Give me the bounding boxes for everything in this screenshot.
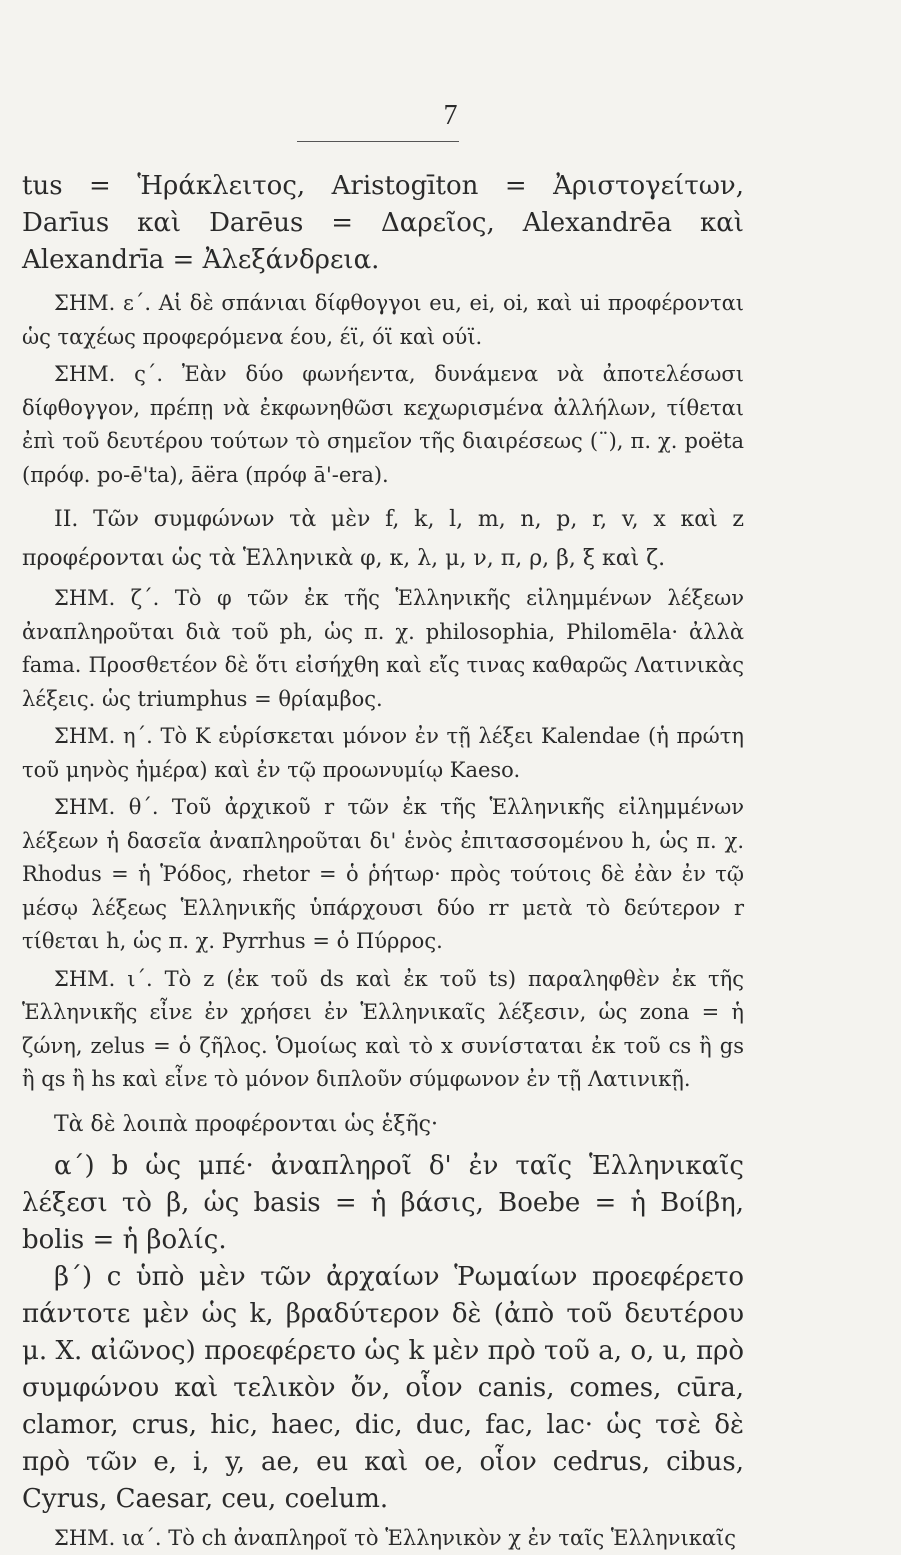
- note-theta: ΣΗΜ. θ΄. Τοῦ ἀρχικοῦ r τῶν ἐκ τῆς Ἑλληνικῆς εἰλημμένων λέξεων ἡ δασεῖα ἀναπληροῦται δι' ἑνὸς ἐπιτασσομένου h, ὡς π. χ. Rhodus = ἡ Ῥόδος, rhetor = ὁ ῥήτωρ· πρὸς τούτοις δὲ ἐὰν ἐν τῷ μέσῳ λέξεως Ἑλληνικῆς ὑπάρχουσι δύο rr μετὰ τὸ δεύτερον r τίθεται h, ὡς π. χ. Pyrrhus = ὁ Πύρρος.: [22, 791, 744, 959]
- header-rule: [297, 141, 459, 142]
- page-number: 7: [0, 100, 901, 132]
- item-a-b: α΄) b ὡς μπέ· ἀναπληροῖ δ' ἐν ταῖς Ἑλληνικαῖς λέξεσι τὸ β, ὡς basis = ἡ βάσις, Boebe = ἡ Βοίβη, bolis = ἡ βολίς.: [22, 1148, 744, 1259]
- item-b-c: β΄) c ὑπὸ μὲν τῶν ἀρχαίων Ῥωμαίων προεφέρετο πάντοτε μὲν ὡς k, βραδύτερον δὲ (ἀπὸ τοῦ δευτέρου μ. Χ. αἰῶνος) προεφέρετο ὡς k μὲν πρὸ τοῦ a, o, u, πρὸ συμφώνου καὶ τελικὸν ὄν, οἷον canis, comes, cūra, clamor, crus, hic, haec, dic, duc, fac, lac· ὡς τσὲ δὲ πρὸ τῶν e, i, y, ae, eu καὶ oe, οἷον cedrus, cibus, Cyrus, Caesar, ceu, coelum.: [22, 1259, 744, 1518]
- note-iota: ΣΗΜ. ι΄. Τὸ z (ἐκ τοῦ ds καὶ ἐκ τοῦ ts) παραληφθὲν ἐκ τῆς Ἑλληνικῆς εἶνε ἐν χρήσει ἐν Ἑλληνικαῖς λέξεσιν, ὡς zona = ἡ ζώνη, zelus = ὁ ζῆλος. Ὁμοίως καὶ τὸ x συνίσταται ἐκ τοῦ cs ἢ gs ἢ qs ἢ hs καὶ εἶνε τὸ μόνον διπλοῦν σύμφωνον ἐν τῇ Λατινικῇ.: [22, 963, 744, 1097]
- note-zeta: ΣΗΜ. ζ΄. Τὸ φ τῶν ἐκ τῆς Ἑλληνικῆς εἰλημμένων λέξεων ἀναπληροῦται διὰ τοῦ ph, ὡς π. χ. philosophia, Philomēla· ἀλλὰ fama. Προσθετέον δὲ ὅτι εἰσήχθη καὶ εἴς τινας καθαρῶς Λατινικὰς λέξεις. ὡς triumphus = θρίαμβος.: [22, 582, 744, 716]
- note-ia: ΣΗΜ. ια΄. Τὸ ch ἀναπληροῖ τὸ Ἑλληνικὸν χ ἐν ταῖς Ἑλληνικαῖς: [22, 1522, 744, 1555]
- note-stigma: ΣΗΜ. ς΄. Ἐὰν δύο φωνήεντα, δυνάμενα νὰ ἀποτελέσωσι δίφθογγον, πρέπῃ νὰ ἐκφωνηθῶσι κεχωρισμένα ἀλλήλων, τίθεται ἐπὶ τοῦ δευτέρου τούτων τὸ σημεῖον τῆς διαιρέσεως (¨), π. χ. poëta (πρόφ. po-ē'ta), āëra (πρόφ ā'-era).: [22, 358, 744, 492]
- remaining-intro: Τὰ δὲ λοιπὰ προφέρονται ὡς ἑξῆς·: [22, 1105, 744, 1144]
- note-epsilon: ΣΗΜ. ε΄. Αἱ δὲ σπάνιαι δίφθογγοι eu, ei, oi, καὶ ui προφέρονται ὡς ταχέως προφερόμενα έου, έϊ, όϊ καὶ ούϊ.: [22, 287, 744, 354]
- section-ii-consonants: II. Τῶν συμφώνων τὰ μὲν f, k, l, m, n, p, r, v, x καὶ z προφέρονται ὡς τὰ Ἑλληνικὰ φ, κ, λ, μ, ν, π, ρ, β, ξ καὶ ζ.: [22, 500, 744, 578]
- note-eta: ΣΗΜ. η΄. Τὸ K εὑρίσκεται μόνον ἐν τῇ λέξει Kalendae (ἡ πρώτη τοῦ μηνὸς ἡμέρα) καὶ ἐν τῷ προωνυμίῳ Kaeso.: [22, 720, 744, 787]
- paragraph-continuation: tus = Ἡράκλειτος, Aristogīton = Ἀριστογείτων, Darīus καὶ Darēus = Δαρεῖος, Alexandrēa καὶ Alexandrīa = Ἀλεξάνδρεια.: [22, 168, 744, 279]
- page-body: [22, 168, 744, 1555]
